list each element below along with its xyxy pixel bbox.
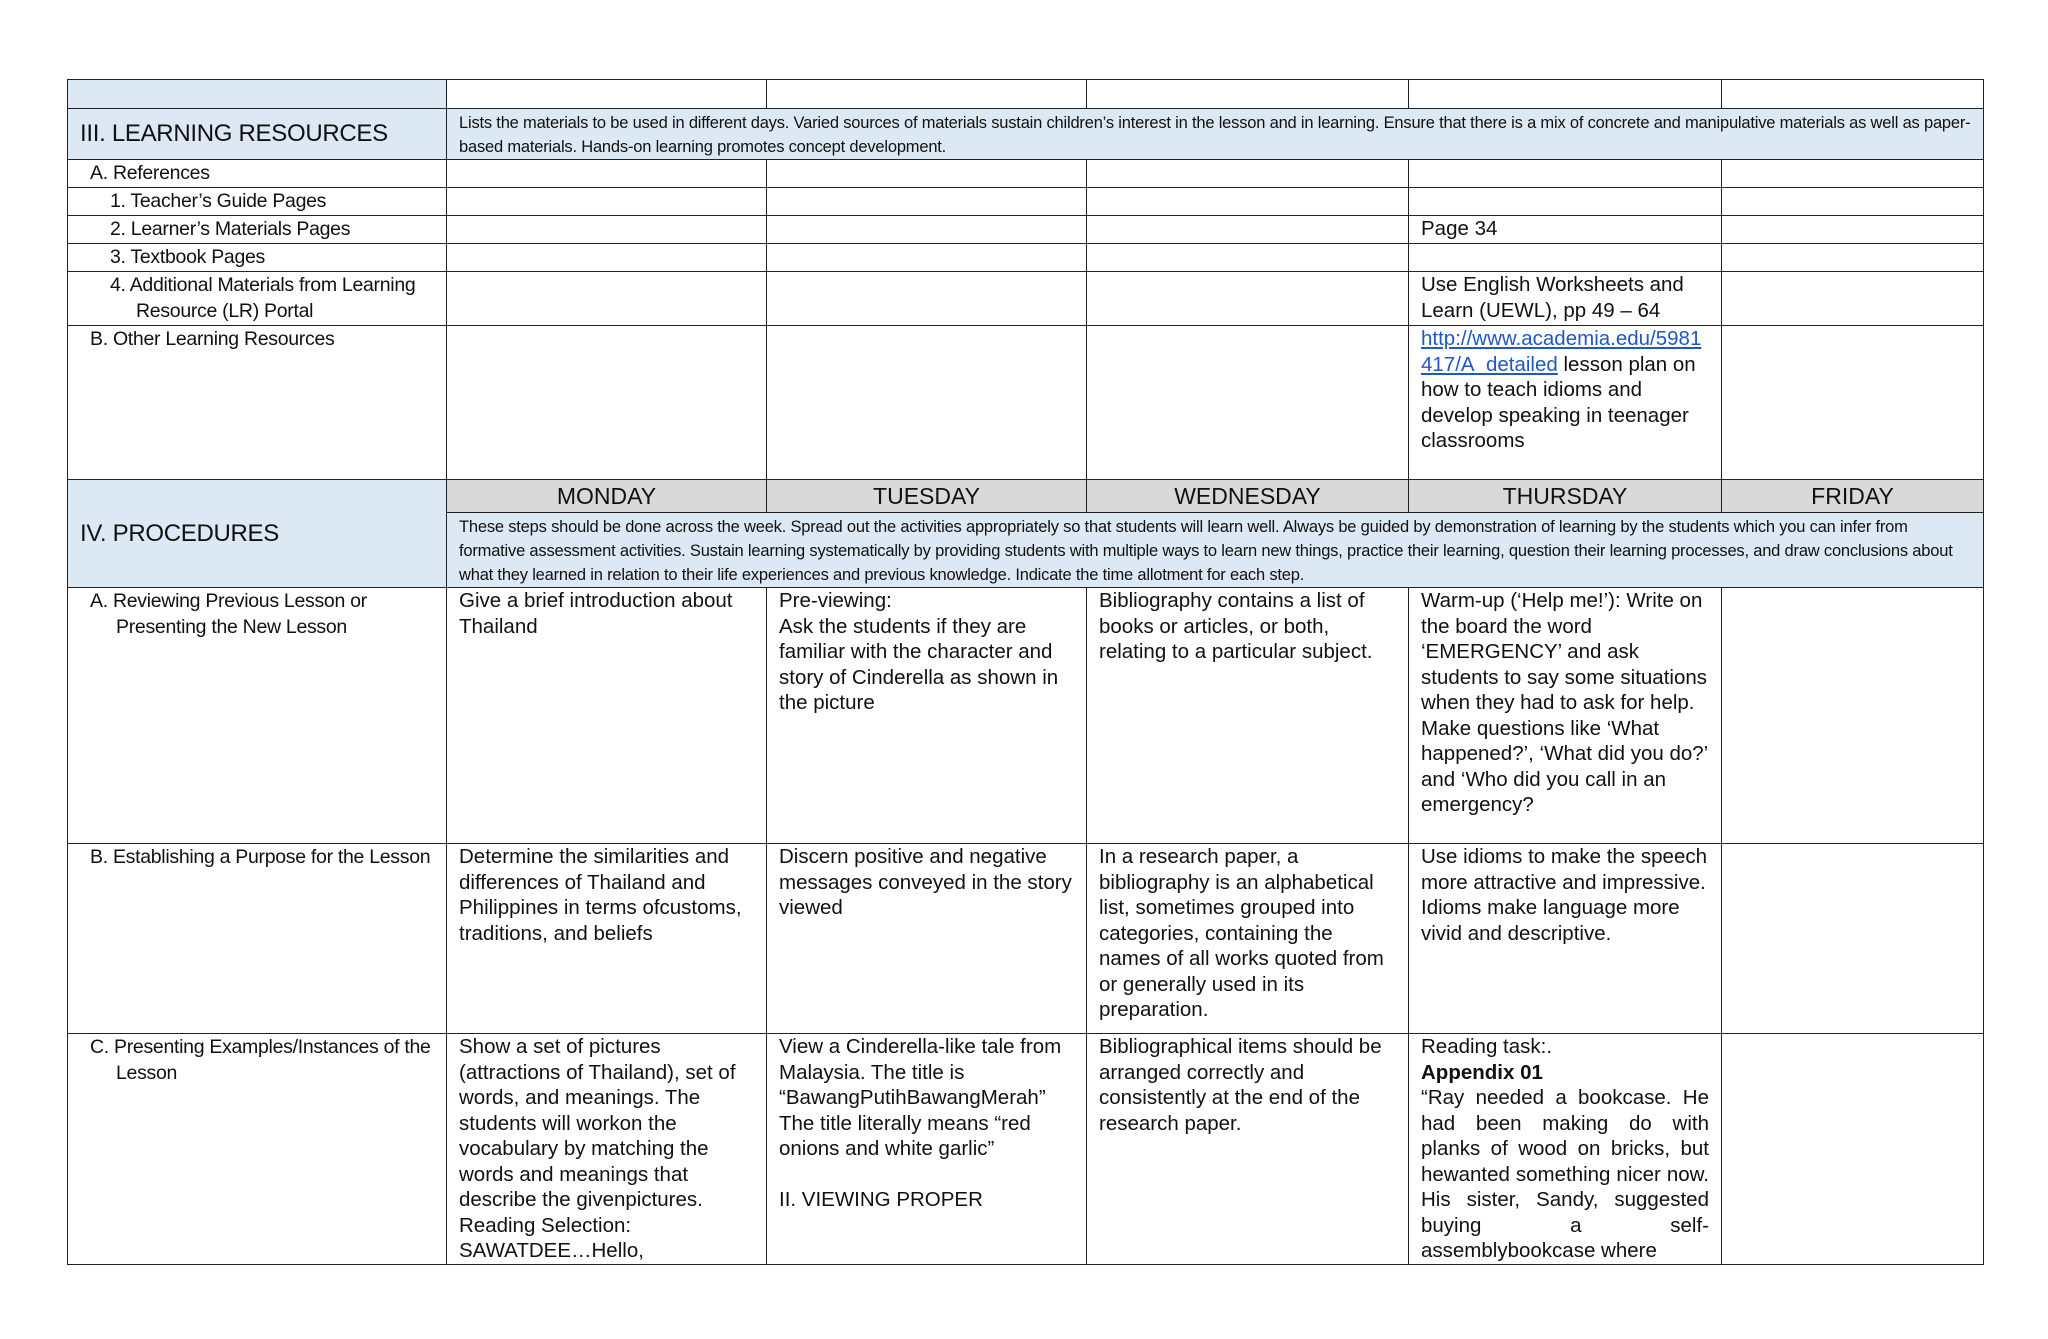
procedure-c-wednesday: Bibliographical items should be arranged correctly and consistently at the end of the research paper. (1087, 1034, 1409, 1265)
procedure-a-label: A. Reviewing Previous Lesson or Presenting the New Lesson (90, 590, 367, 638)
procedure-b-tuesday: Discern positive and negative messages conveyed in the story viewed (767, 844, 1087, 1034)
appendix-label: Appendix 01 (1421, 1060, 1543, 1084)
empty-cell (1409, 80, 1722, 109)
procedure-c-label: C. Presenting Examples/Instances of the Lesson (90, 1036, 431, 1084)
days-header-row (68, 480, 1984, 513)
other-resources-row (68, 326, 1984, 480)
reading-excerpt: “Ray needed a bookcase. He had been making do with planks of wood on bricks, but hewanted something nicer now. His sister, Sandy, suggested buying a self-assemblybookcase where (1421, 1086, 1709, 1262)
textbook-row (68, 244, 1984, 272)
day-thursday: THURSDAY (1409, 480, 1722, 513)
procedure-b-wednesday: In a research paper, a bibliography is an alphabetical list, sometimes grouped into categories, containing the names of all works quoted from or generally used in its preparation. (1087, 844, 1409, 1034)
additional-materials-label: 4. Additional Materials from Learning Resource (LR) Portal (110, 274, 416, 322)
procedure-c-row (68, 1034, 1984, 1265)
learners-materials-thursday: Page 34 (1409, 216, 1722, 244)
procedure-c-tuesday (767, 1034, 1087, 1265)
procedures-section-note: These steps should be done across the week. Spread out the activities appropriately so that students will learn well. Always be guided by demonstration of learning by the students which you can infer from formative assessment activities. Sustain learning systematically by providing students with multiple ways to learn new things, practice their learning, question their learning processes, and draw conclusions about what they learned in relation to their life experiences and previous knowledge. Indicate the time allotment for each step. (447, 513, 1984, 588)
empty-cell (1722, 80, 1984, 109)
procedure-b-friday (1722, 844, 1984, 1034)
textbook-label: 3. Textbook Pages (68, 244, 447, 272)
additional-materials-row (68, 272, 1984, 326)
procedure-c-tuesday-heading: II. VIEWING PROPER (779, 1187, 983, 1211)
procedure-a-wednesday: Bibliography contains a list of books or articles, or both, relating to a particular subject. (1087, 588, 1409, 844)
other-resources-text: lesson plan on how to teach idioms and develop speaking in teenager classrooms (1421, 352, 1696, 452)
empty-cell (1087, 80, 1409, 109)
references-row (68, 160, 1984, 188)
procedure-b-thursday: Use idioms to make the speech more attractive and impressive. Idioms make language more vivid and descriptive. (1409, 844, 1722, 1034)
resources-section-note: Lists the materials to be used in different days. Varied sources of materials sustain children’s interest in the lesson and in learning. Ensure that there is a mix of concrete and manipulative materials as well as paper-based materials. Hands-on learning promotes concept development. (447, 109, 1984, 160)
resources-section-title: III. LEARNING RESOURCES (68, 109, 447, 160)
procedures-section-title: IV. PROCEDURES (68, 480, 447, 588)
empty-cell (767, 80, 1087, 109)
day-wednesday: WEDNESDAY (1087, 480, 1409, 513)
learners-materials-row (68, 216, 1984, 244)
academia-link[interactable]: http://www.academia.edu/5981417/A_detailed (1421, 327, 1702, 376)
references-label: A. References (68, 160, 447, 188)
empty-cell (447, 80, 767, 109)
procedure-c-monday: Show a set of pictures (attractions of Thailand), set of words, and meanings. The students will workon the vocabulary by matching the words and meanings that describe the givenpictures. Reading Selection: SAWATDEE…Hello, (447, 1034, 767, 1265)
teachers-guide-label: 1. Teacher’s Guide Pages (68, 188, 447, 216)
lesson-plan-table (67, 79, 1984, 1265)
empty-cell (68, 80, 447, 109)
procedure-c-tuesday-text: View a Cinderella-like tale from Malaysia. The title is “BawangPutihBawangMerah” The title literally means “red onions and white garlic” (779, 1035, 1062, 1160)
procedure-c-thursday (1409, 1034, 1722, 1265)
procedure-a-thursday: Warm-up (‘Help me!’): Write on the board the word ‘EMERGENCY’ and ask students to say some situations when they had to ask for help. Make questions like ‘What happened?’, ‘What did you do?’ and ‘Who did you call in an emergency? (1409, 588, 1722, 844)
other-resources-label: B. Other Learning Resources (68, 326, 447, 480)
procedure-a-monday: Give a brief introduction about Thailand (447, 588, 767, 844)
day-friday: FRIDAY (1722, 480, 1984, 513)
procedure-b-label: B. Establishing a Purpose for the Lesson (90, 846, 431, 868)
additional-materials-thursday: Use English Worksheets and Learn (UEWL), pp 49 – 64 (1409, 272, 1722, 326)
day-monday: MONDAY (447, 480, 767, 513)
procedure-a-tuesday: Pre-viewing: Ask the students if they are familiar with the character and story of Cinderella as shown in the picture (767, 588, 1087, 844)
learners-materials-label: 2. Learner’s Materials Pages (68, 216, 447, 244)
procedure-a-friday (1722, 588, 1984, 844)
procedure-b-row (68, 844, 1984, 1034)
procedure-b-monday: Determine the similarities and differences of Thailand and Philippines in terms ofcustoms, traditions, and beliefs (447, 844, 767, 1034)
teachers-guide-row (68, 188, 1984, 216)
day-tuesday: TUESDAY (767, 480, 1087, 513)
other-resources-thursday (1409, 326, 1722, 480)
resources-header-row (68, 109, 1984, 160)
procedure-c-friday (1722, 1034, 1984, 1265)
reading-task-label: Reading task:. (1421, 1035, 1553, 1058)
top-empty-row (68, 80, 1984, 109)
procedure-a-row (68, 588, 1984, 844)
